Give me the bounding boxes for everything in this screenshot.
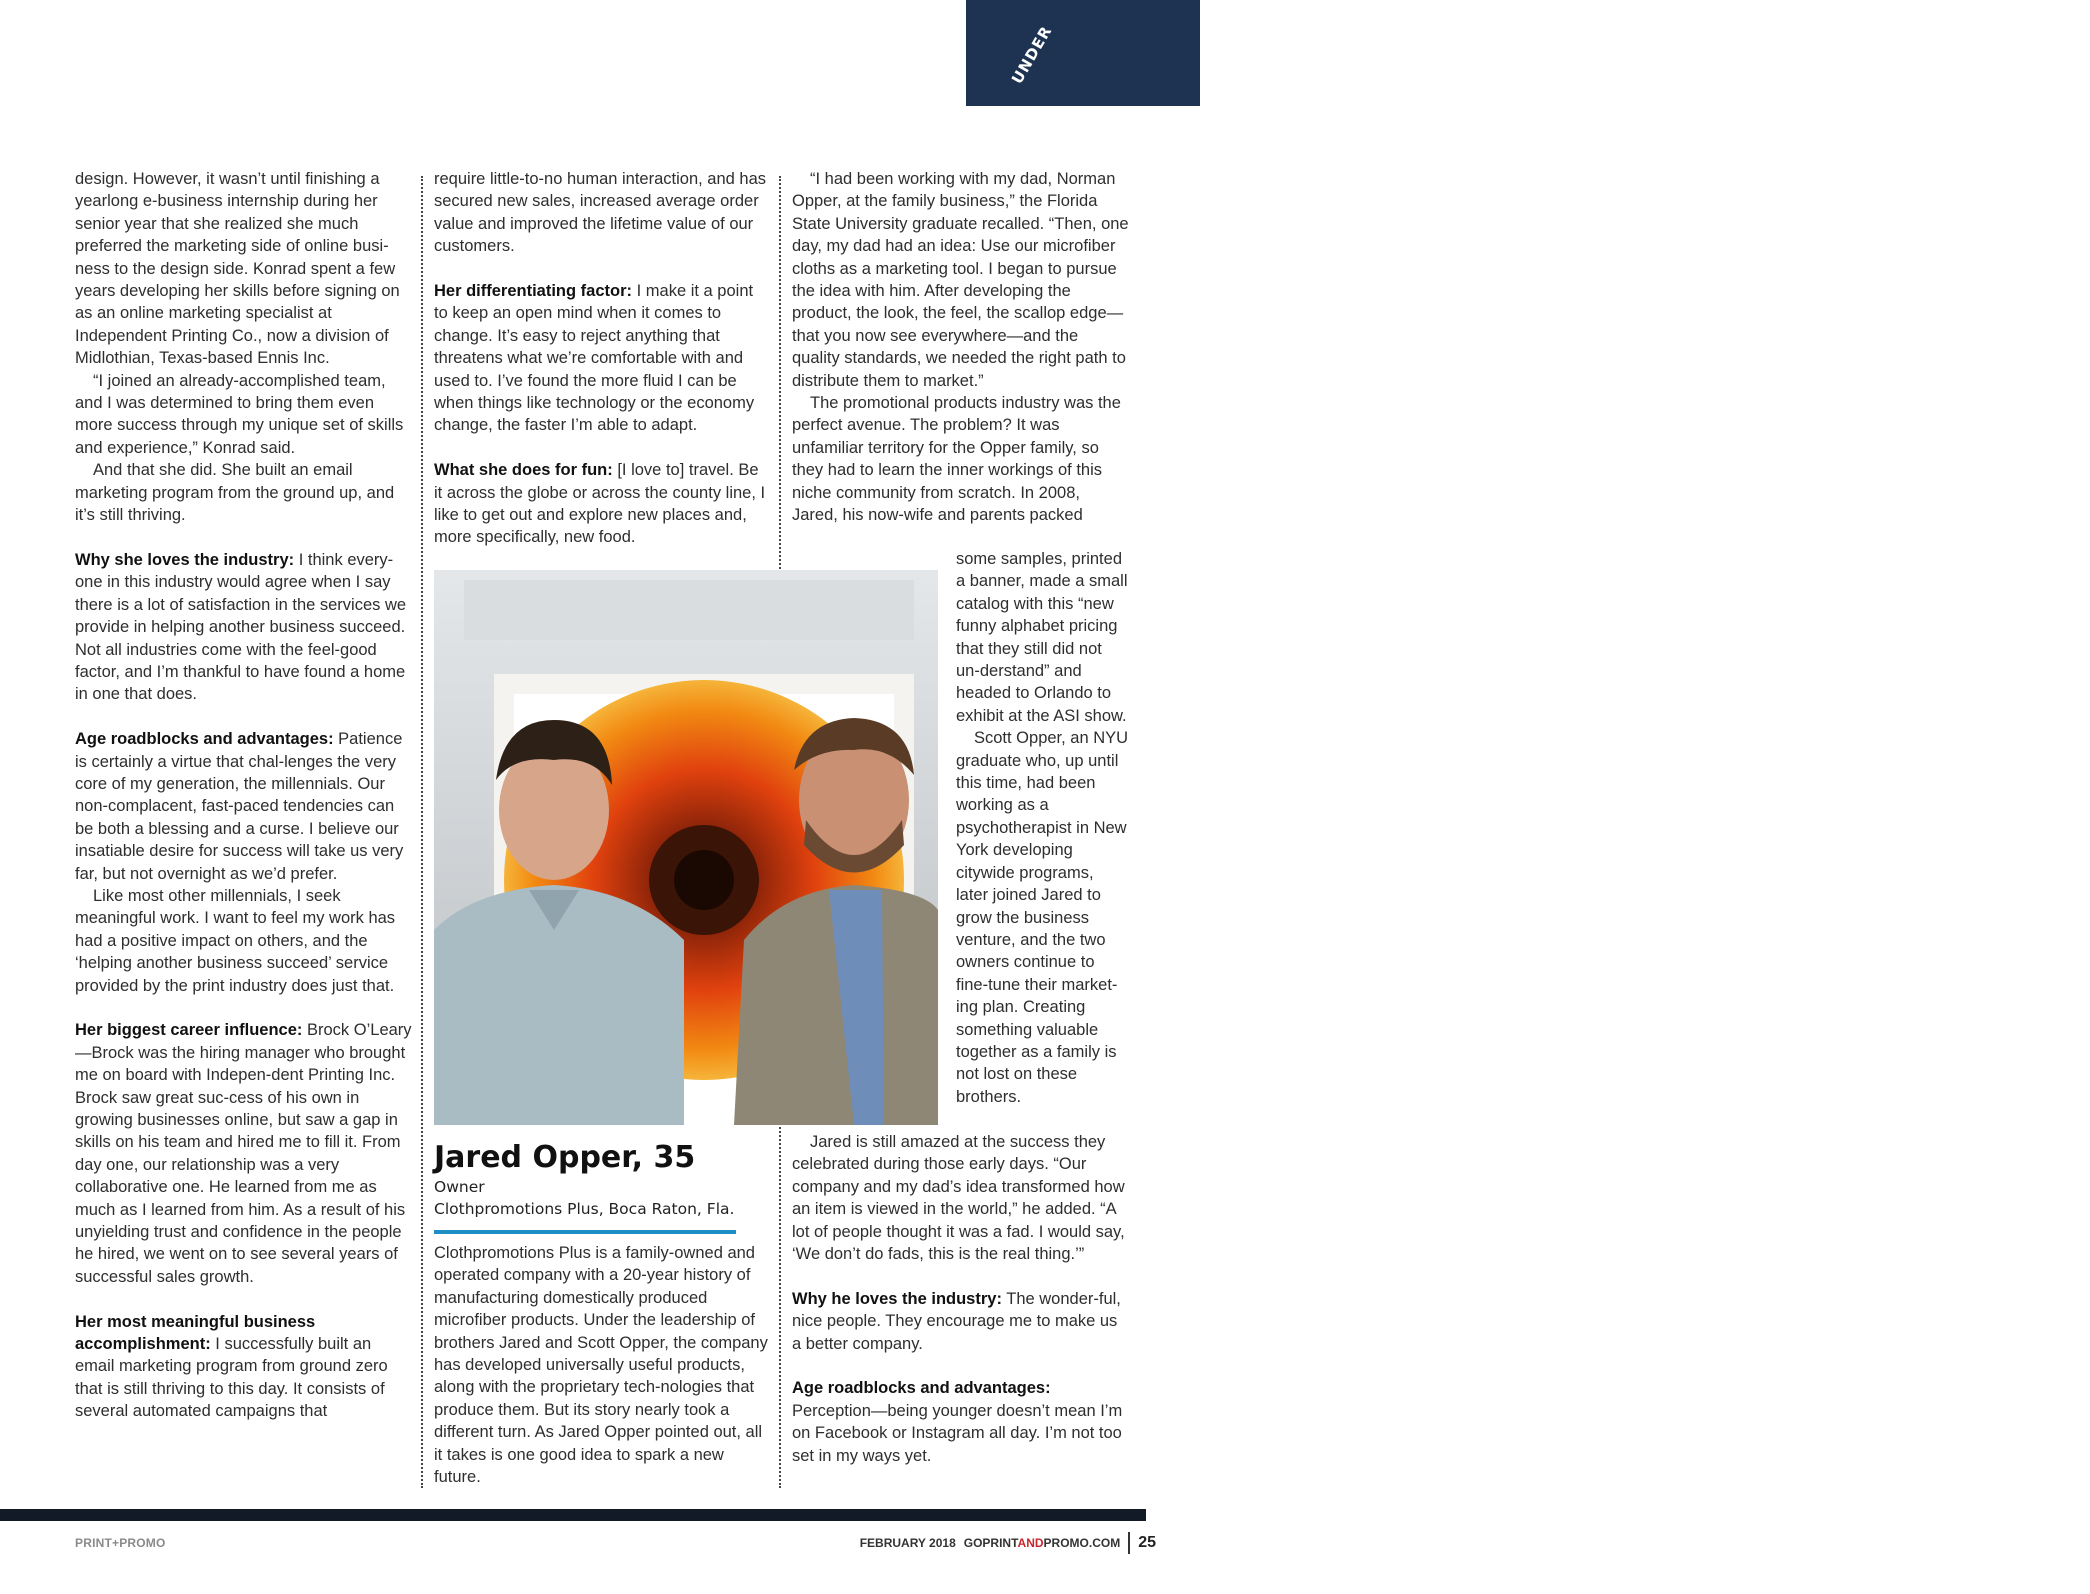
- page-number: 25: [1138, 1534, 1156, 1551]
- section-career-influence: [75, 1019, 413, 1288]
- profile-photo: [434, 570, 938, 1125]
- column-divider: [421, 176, 423, 1488]
- col3-paragraph: Jared is still amazed at the success they celebrated during those early days. “Our company and my dad’s idea transformed how an item is viewed in the world,” he added. “A lot of people thought it was a fad. I would say, ‘We don’t do fads, this is the real thing.’”: [792, 1133, 1125, 1264]
- profile-accent-bar: [434, 1230, 736, 1234]
- footer-publication: PRINT+PROMO: [75, 1536, 166, 1550]
- column-1: [75, 168, 413, 1423]
- footer-site-pre: GOPRINT: [963, 1536, 1018, 1550]
- profile-intro: [434, 1242, 769, 1488]
- profile-header: [434, 1140, 774, 1234]
- section-heading: Her most meaningful business accomplishment:: [75, 1312, 316, 1354]
- footer-separator: [1128, 1532, 1130, 1554]
- badge-number: 40: [1994, 22, 2090, 106]
- section-heading: What she does for fun:: [434, 461, 613, 480]
- column-3: [792, 168, 1130, 527]
- profile-company: Clothpromotions Plus, Boca Raton, Fla.: [434, 1200, 735, 1218]
- footer-date: FEBRUARY 2018: [859, 1536, 956, 1550]
- footer-site[interactable]: [964, 1536, 1120, 1550]
- section-age-roadblocks: [75, 728, 413, 885]
- col1-paragraph: And that she did. She built an email marketing program from the ground up, and it’s still thriving.: [75, 461, 395, 525]
- photo-illustration: [434, 570, 938, 1125]
- section-heading: Why he loves the industry:: [792, 1289, 1002, 1308]
- badge-under-label: UNDER: [1008, 22, 1056, 87]
- profile-name: Jared Opper, 35: [434, 1140, 696, 1175]
- section-body: I successfully built an email marketing program from ground zero that is still thriving to this day. It consists of several automated campaigns that: [75, 1335, 388, 1421]
- column-3-bottom: [792, 1131, 1130, 1467]
- section-why-he-loves: [792, 1288, 1130, 1355]
- section-heading: Age roadblocks and advantages:: [792, 1379, 1051, 1398]
- section-body: The wonder-ful, nice people. They encourage me to make us a better company.: [792, 1289, 1121, 1353]
- section-body: [I love to] travel. Be it across the globe or across the county line, I like to get out and explore new places and, more specifically, new food.: [434, 461, 766, 547]
- col3-paragraph: Scott Opper, an NYU graduate who, up until this time, had been working as a psychotherapist in New York developing citywide programs, later joined Jared to grow the business venture, and the two owners continue to fine-tune their market-ing plan. Creating something valuable together as a family is not lost on these brothers.: [956, 729, 1129, 1106]
- section-age-roadblocks-jared: [792, 1377, 1130, 1467]
- section-differentiating-factor: [434, 280, 769, 437]
- footer-bar: [0, 1509, 1146, 1521]
- col1-paragraph: Like most other millennials, I seek meaningful work. I want to feel my work has had a positive impact on others, and the ‘helping another business succeed’ service provided by the print industry does just that.: [75, 886, 396, 995]
- col1-paragraph: “I joined an already-accomplished team, and I was determined to bring them even more success through my unique set of skills and experience,” Konrad said.: [75, 371, 404, 457]
- section-body: Patience is certainly a virtue that chal-lenges the very core of my generation, the millennials. Our non-complacent, fast-paced tendencies can be both a blessing and a curse. I believe our insatiable desire for success will take us very far, but not overnight as we’d prefer.: [75, 730, 404, 883]
- col3-paragraph: “I had been working with my dad, Norman Opper, at the family business,” the Florida State University graduate recalled. “Then, one day, my dad had an idea: Use our microfiber cloths as a marketing tool. I began to pursue the idea with him. After developing the product, the look, the feel, the scallop edge—that you now see everywhere—and the quality standards, we needed the right path to distribute them to market.”: [792, 170, 1129, 390]
- section-body: I make it a point to keep an open mind when it comes to change. It’s easy to reject anything that threatens what we’re comfortable with and used to. I’ve found the more fluid I can be when things like technology or the economy change, the faster I’m able to adapt.: [434, 282, 755, 435]
- section-heading: Her differentiating factor:: [434, 282, 633, 301]
- footer-site-and: AND: [1017, 1536, 1044, 1550]
- section-heading: Age roadblocks and advantages:: [75, 730, 334, 749]
- section-heading: Why she loves the industry:: [75, 550, 295, 569]
- footer-right: [860, 1532, 1156, 1554]
- col3-paragraph: some samples, printed a banner, made a small catalog with this “new funny alphabet pricing that they still did not un-derstand” and headed to Orlando to exhibit at the ASI show.: [956, 550, 1128, 725]
- under-40-badge: [966, 0, 2090, 106]
- section-body: Brock O’Leary—Brock was the hiring manager who brought me on board with Indepen-dent Printing Inc. Brock saw great suc-cess of his own in growing businesses online, but saw a gap in skills on his team and hired me to fill it. From day one, our relationship was a very collaborative one. He learned from me as much as I learned from him. As a result of his unyielding trust and confidence in the people he hired, we went on to see several years of successful sales growth.: [75, 1021, 412, 1286]
- section-body: Perception—being younger doesn’t mean I’m on Facebook or Instagram all day. I’m not too set in my ways yet.: [792, 1401, 1123, 1465]
- col3-paragraph: The promotional products industry was the perfect avenue. The problem? It was unfamiliar territory for the Opper family, so they had to learn the inner workings of this niche community from scratch. In 2008, Jared, his now-wife and parents packed: [792, 394, 1121, 525]
- section-meaningful-accomplishment: [75, 1311, 413, 1423]
- column-3-narrow: [956, 548, 1130, 1108]
- col1-paragraph: design. However, it wasn’t until finishing a yearlong e-business internship during her senior year that she realized she much preferred the marketing side of online busi-ness to the design side. Konrad spent a few years developing her skills before signing on as an online marketing specialist at Independent Printing Co., now a division of Midlothian, Texas-based Ennis Inc.: [75, 170, 400, 368]
- section-body: I think every-one in this industry would agree when I say there is a lot of satisfaction in the services we provide in helping another business succeed. Not all industries come with the feel-good factor, and I’m thankful to have found a home in one that does.: [75, 550, 407, 704]
- section-heading: Her biggest career influence:: [75, 1021, 303, 1040]
- section-why-she-loves: [75, 549, 413, 706]
- section-fun: [434, 459, 769, 549]
- profile-intro-text: Clothpromotions Plus is a family-owned and operated company with a 20-year history of manufacturing domestically produced microfiber products. Under the leadership of brothers Jared and Scott Opper, the company has developed universally useful products, along with the proprietary tech-nologies that produce them. But its story nearly took a different turn. As Jared Opper pointed out, all it takes is one good idea to spark a new future.: [434, 1244, 768, 1487]
- col2-paragraph: require little-to-no human interaction, and has secured new sales, increased average order value and improved the lifetime value of our customers.: [434, 170, 767, 256]
- footer-site-post: PROMO.COM: [1043, 1536, 1121, 1550]
- profile-role: Owner: [434, 1178, 485, 1196]
- column-2: [434, 168, 769, 549]
